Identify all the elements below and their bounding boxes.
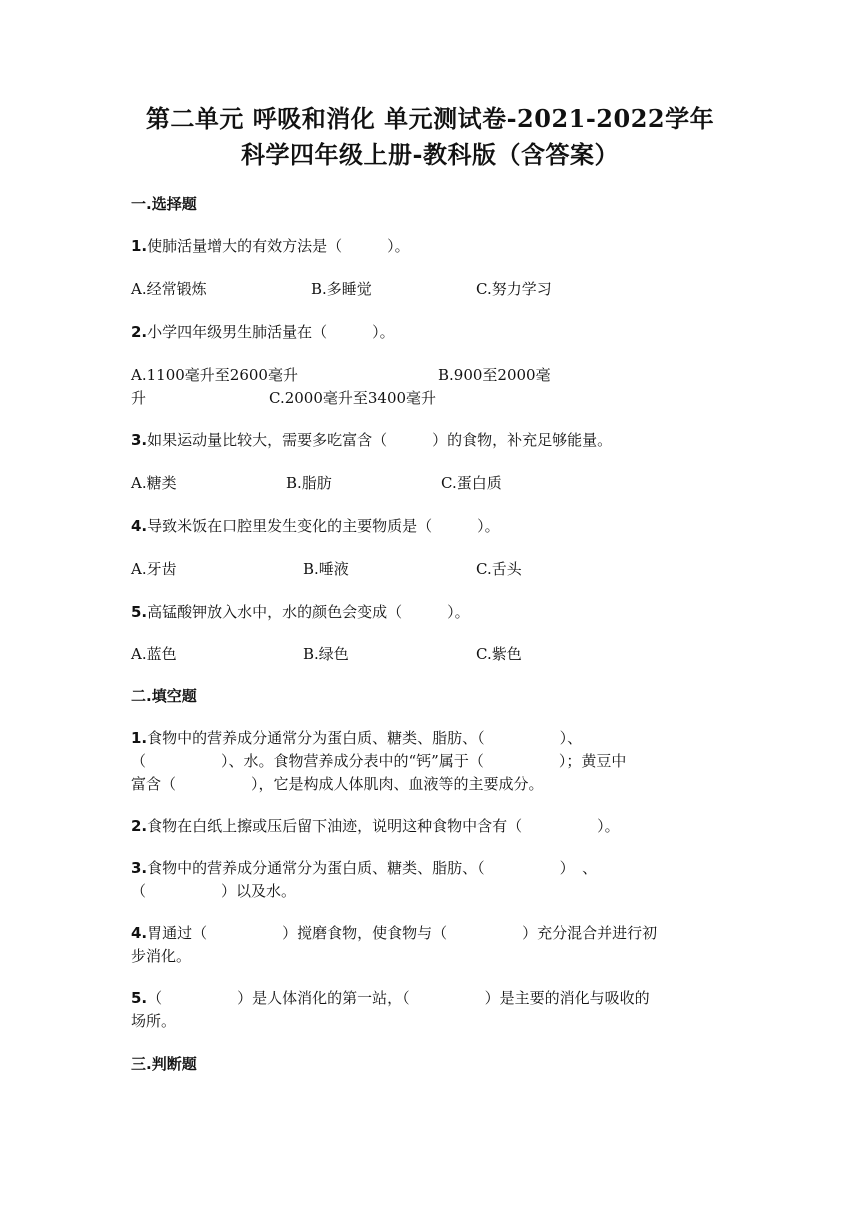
question-text-line: 食物在白纸上擦或压后留下油迹，说明这种食物中含有（ ）。 xyxy=(147,817,620,835)
question-number: 2. xyxy=(131,817,148,835)
title-line-2: 科学四年级上册-教科版（含答案） xyxy=(241,140,619,169)
question-text: 高锰酸钾放入水中，水的颜色会变成（ ）。 xyxy=(147,603,470,621)
question-text-line: 富含（ ），它是构成人体肌肉、血液等的主要成分。 xyxy=(131,775,544,793)
document-title xyxy=(60,101,800,173)
option-c: C.努力学习 xyxy=(476,280,552,298)
choice-question-4 xyxy=(131,515,723,538)
question-text-line: 食物中的营养成分通常分为蛋白质、糖类、脂肪、（ ）、 xyxy=(147,729,583,747)
option-a: A.牙齿 xyxy=(131,560,177,578)
fill-question-1 xyxy=(131,727,723,796)
title-line-1: 第二单元 呼吸和消化 单元测试卷-2021-2022学年 xyxy=(145,104,715,133)
question-text-line: 食物中的营养成分通常分为蛋白质、糖类、脂肪、（ ） 、 xyxy=(147,859,598,877)
question-text-line: 胃通过（ ）搅磨食物，使食物与（ ）充分混合并进行初 xyxy=(147,924,658,942)
question-text-line: 场所。 xyxy=(131,1012,177,1030)
option-a: A.经常锻炼 xyxy=(131,280,207,298)
question-text-line: （ ）以及水。 xyxy=(131,882,297,900)
question-number: 2. xyxy=(131,323,148,341)
fill-question-5 xyxy=(131,987,723,1033)
section-heading-fill: 二.填空题 xyxy=(131,687,197,705)
question-number: 4. xyxy=(131,924,148,942)
question-number: 5. xyxy=(131,603,148,621)
question-text: 如果运动量比较大，需要多吃富含（ ）的食物，补充足够能量。 xyxy=(147,431,613,449)
choice-question-1 xyxy=(131,235,723,258)
choice-question-5 xyxy=(131,601,723,624)
question-text-line: 步消化。 xyxy=(131,947,192,965)
question-text: 小学四年级男生肺活量在（ ）。 xyxy=(147,323,395,341)
fill-question-4 xyxy=(131,922,723,968)
question-text: 使肺活量增大的有效方法是（ ）。 xyxy=(147,237,410,255)
question-text: 导致米饭在口腔里发生变化的主要物质是（ ）。 xyxy=(147,517,500,535)
option-c: C.蛋白质 xyxy=(441,474,502,492)
option-a: A.糖类 xyxy=(131,474,177,492)
question-number: 1. xyxy=(131,237,148,255)
question-number: 3. xyxy=(131,859,148,877)
option-c: C.舌头 xyxy=(476,560,522,578)
option-b: B.唾液 xyxy=(303,560,349,578)
option-b-wrap: 升 xyxy=(131,389,147,407)
option-a: A.蓝色 xyxy=(131,645,177,663)
question-text-line: （ ）是人体消化的第一站，（ ）是主要的消化与吸收的 xyxy=(147,989,650,1007)
option-c: C.紫色 xyxy=(476,645,522,663)
question-number: 4. xyxy=(131,517,148,535)
fill-question-2 xyxy=(131,815,723,838)
question-number: 5. xyxy=(131,989,148,1007)
section-heading-judge: 三.判断题 xyxy=(131,1055,197,1073)
question-number: 1. xyxy=(131,729,148,747)
option-b: B.900至2000毫 xyxy=(438,366,551,384)
option-c: C.2000毫升至3400毫升 xyxy=(269,389,437,407)
choice-question-2 xyxy=(131,321,723,344)
fill-question-3 xyxy=(131,857,723,903)
option-b: B.脂肪 xyxy=(286,474,332,492)
section-heading-choice: 一.选择题 xyxy=(131,195,197,213)
question-text-line: （ ）、水。食物营养成分表中的“钙”属于（ ）；黄豆中 xyxy=(131,752,627,770)
option-b: B.多睡觉 xyxy=(311,280,372,298)
question-number: 3. xyxy=(131,431,148,449)
option-b: B.绿色 xyxy=(303,645,349,663)
option-a: A.1100毫升至2600毫升 xyxy=(131,366,298,384)
choice-question-3 xyxy=(131,429,723,452)
